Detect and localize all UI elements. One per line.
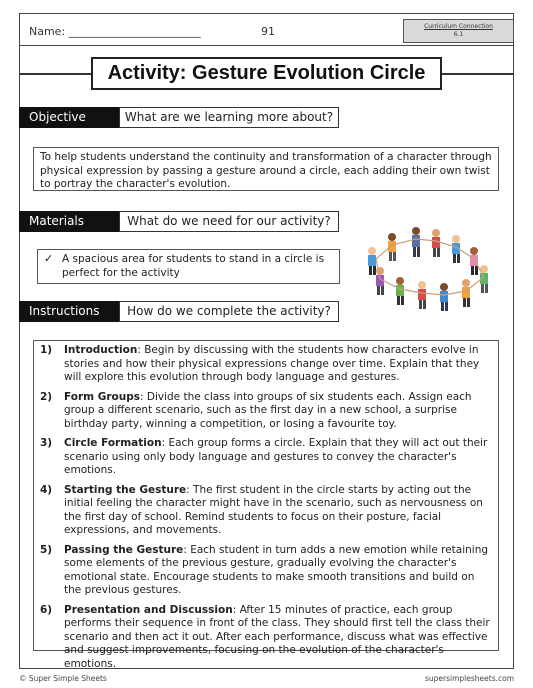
header-divider: [19, 45, 514, 46]
child-figure: [462, 279, 470, 307]
instruction-step: [40, 604, 492, 672]
step-text: : Begin by discussing with the students how characters evolve in stories and how their physical expressions change over time. Explain that they will explore this evolution through body language and gestures.: [64, 344, 480, 383]
step-number: 6): [40, 603, 53, 616]
instruction-step: [40, 391, 492, 432]
name-field[interactable]: Name: ________________________: [29, 25, 201, 38]
step-text: : After 15 minutes of practice, each group performs their sequence in front of the class. They should first tell the class their scenario and then act it out. After each performance, discuss what was effective and suggest improvements, focusing on the evolution of the character's emotions.: [64, 603, 490, 670]
step-text: : The first student in the circle starts by acting out the initial feeling the character might have in the scenario, such as nervousness on the first day of school. Remind students to focus on their posture, facial expressions, and movements.: [64, 483, 483, 536]
children-circle-illustration: [356, 221, 502, 317]
child-figure: [432, 229, 440, 257]
child-figure: [440, 283, 448, 311]
objective-question: What are we learning more about?: [119, 107, 339, 128]
step-label: Circle Formation: [64, 437, 162, 449]
child-figure: [368, 247, 376, 275]
step-number: 1): [40, 344, 53, 356]
instructions-list: [33, 340, 499, 670]
materials-list: [37, 249, 340, 284]
objective-text: To help students understand the continuity and transformation of a character through physical expression by passing a gesture around a circle, each adding their own twist to portray the character's evolution.: [33, 147, 499, 191]
step-number: 3): [40, 437, 53, 449]
instruction-step: [40, 544, 492, 598]
child-figure: [412, 227, 420, 257]
step-label: Presentation and Discussion: [64, 603, 233, 616]
step-label: Introduction: [64, 344, 138, 356]
materials-label: Materials: [19, 211, 119, 232]
instructions-label: Instructions: [19, 301, 119, 322]
objective-label: Objective: [19, 107, 119, 128]
page-title: Activity: Gesture Evolution Circle: [91, 57, 442, 90]
instruction-step: [40, 437, 492, 478]
materials-question: What do we need for our activity?: [119, 211, 339, 232]
step-label: Passing the Gesture: [64, 543, 184, 556]
step-number: 4): [40, 483, 53, 496]
step-text: : Each group forms a circle. Explain that they will act out their scenario using only body language and gestures to convey the character's emotions.: [64, 437, 488, 476]
step-text: : Each student in turn adds a new emotion while retaining some elements of the previous gesture, gradually evolving the character's emotional state. Encourage students to make smooth transitions and build on the previous gestures.: [64, 543, 489, 596]
step-label: Form Groups: [64, 390, 140, 403]
step-text: : Divide the class into groups of six students each. Assign each group a different scenario, such as the first day in a new school, a surprise birthday party, winning a competition, or losing a favourite toy.: [64, 390, 472, 430]
page-number: 91: [261, 25, 275, 38]
step-label: Starting the Gesture: [64, 483, 187, 496]
materials-item: A spacious area for students to stand in a circle is perfect for the activity: [62, 253, 325, 279]
footer-website: supersimplesheets.com: [424, 674, 514, 683]
child-figure: [470, 247, 478, 275]
checkmark-icon: ✓: [44, 252, 54, 265]
step-number: 5): [40, 543, 53, 556]
instruction-step: [40, 484, 492, 538]
child-figure: [418, 281, 426, 309]
footer-copyright: © Super Simple Sheets: [19, 674, 107, 683]
instruction-step: [40, 344, 492, 385]
step-number: 2): [40, 390, 53, 403]
curriculum-connection-title: Curriculum Connection: [424, 23, 493, 30]
child-figure: [396, 277, 404, 305]
curriculum-connection-code: 6.1: [453, 31, 464, 38]
curriculum-connection-badge: [403, 19, 514, 43]
instructions-question: How do we complete the activity?: [119, 301, 339, 322]
